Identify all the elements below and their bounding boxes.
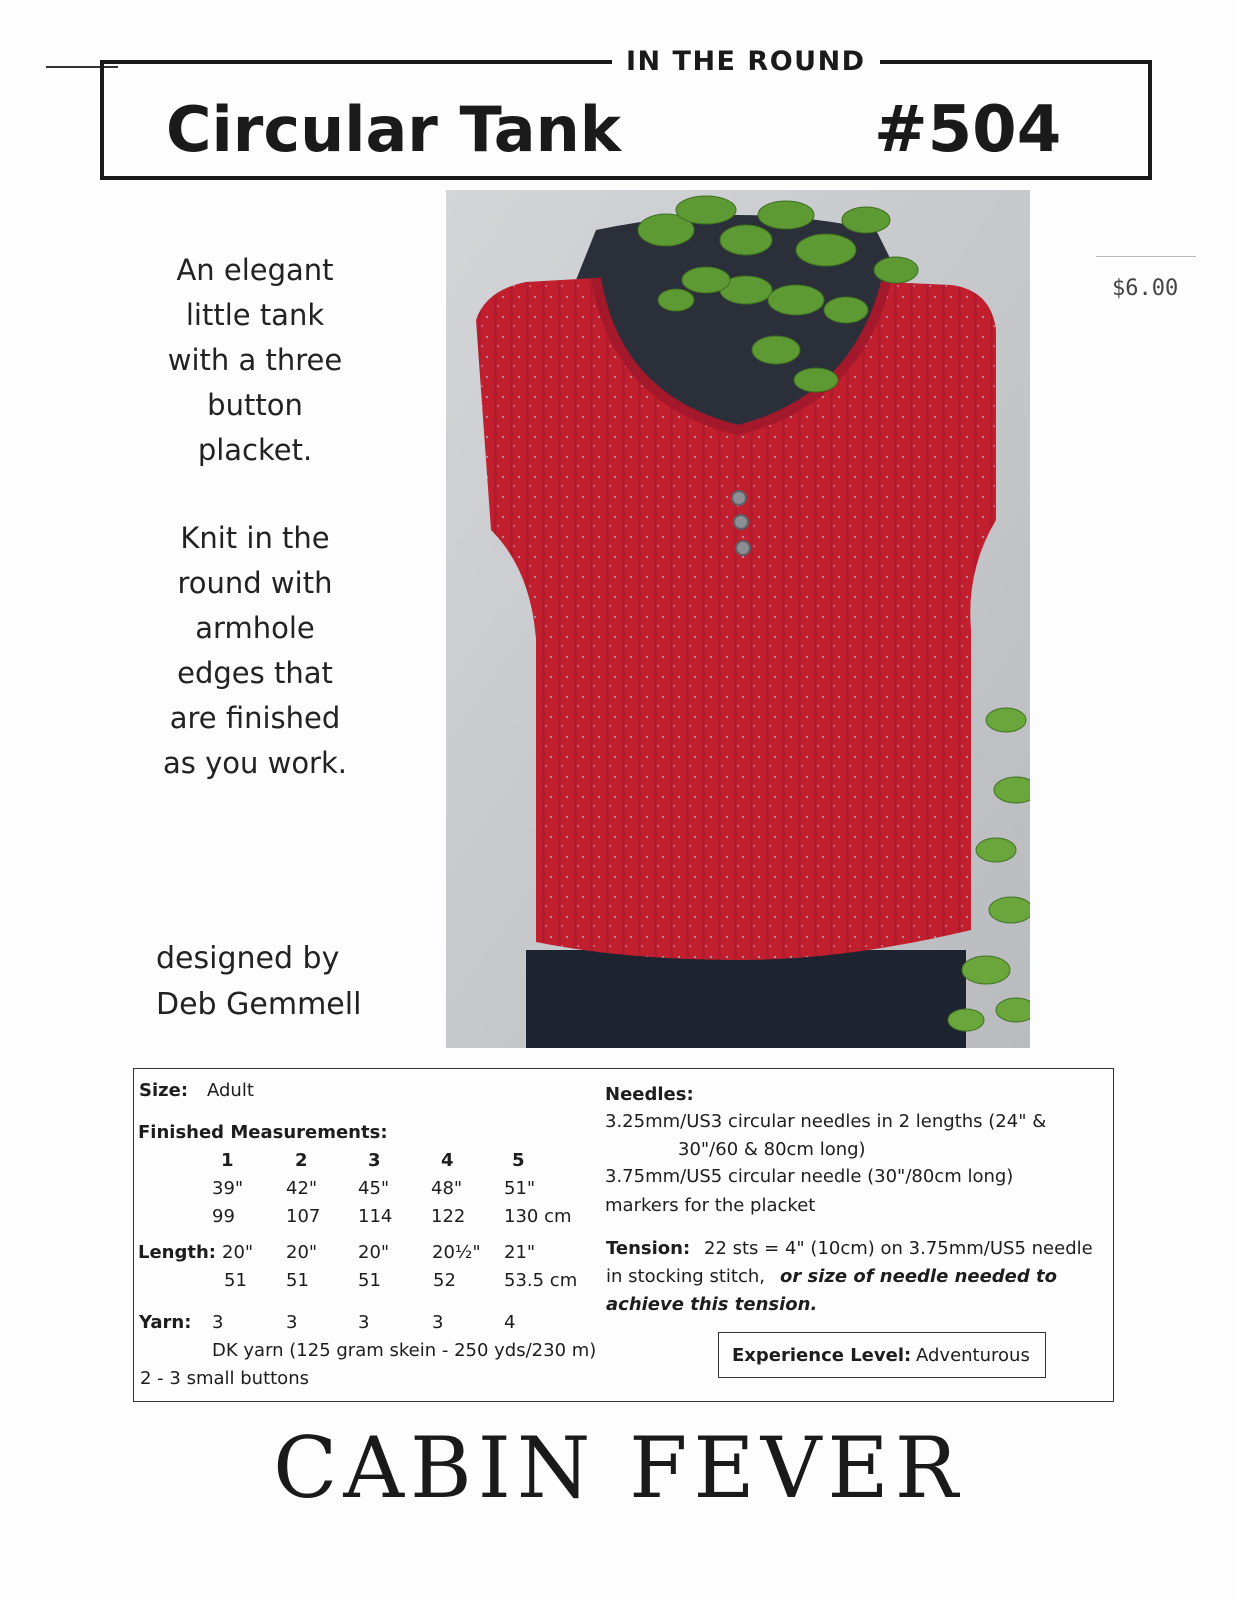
placket-button xyxy=(736,541,750,555)
description-paragraph-2 xyxy=(130,516,380,786)
tension-label: Tension: xyxy=(606,1238,691,1259)
needles-label: Needles: xyxy=(605,1084,694,1105)
size-value: Adult xyxy=(207,1080,254,1101)
yarn-count: 3 xyxy=(358,1312,370,1333)
length-label: Length: xyxy=(138,1242,216,1263)
size-label: Size: xyxy=(139,1080,189,1101)
length-measurement-cm: 51 xyxy=(286,1270,309,1291)
needles-line: 3.25mm/US3 circular needles in 2 lengths (24" & xyxy=(605,1111,1047,1132)
chest-measurement-cm: 130 cm xyxy=(504,1206,572,1227)
length-measurement-in: 20½" xyxy=(432,1242,481,1263)
description-line: round with xyxy=(177,566,333,600)
length-measurement-in: 21" xyxy=(504,1242,536,1263)
description-line: placket. xyxy=(197,433,313,467)
section-label: IN THE ROUND xyxy=(612,44,880,80)
description-line: are finished xyxy=(169,701,341,735)
tension-emphasis: achieve this tension. xyxy=(606,1294,818,1315)
chest-measurement-in: 42" xyxy=(286,1178,318,1199)
length-measurement-in: 20" xyxy=(222,1242,254,1263)
yarn-count: 3 xyxy=(212,1312,224,1333)
pants-shape xyxy=(526,950,966,1048)
chest-measurement-cm: 122 xyxy=(431,1206,466,1227)
length-measurement-cm: 51 xyxy=(224,1270,247,1291)
chest-measurement-in: 45" xyxy=(358,1178,390,1199)
size-number: 5 xyxy=(512,1150,525,1171)
garment-photo xyxy=(446,190,1030,1048)
chest-measurement-cm: 99 xyxy=(212,1206,235,1227)
tension-emphasis: or size of needle needed to xyxy=(780,1266,1058,1287)
needles-line: 30"/60 & 80cm long) xyxy=(678,1139,866,1160)
designer-credit xyxy=(156,936,361,1028)
chest-measurement-cm: 107 xyxy=(286,1206,321,1227)
experience-label: Experience Level: xyxy=(732,1345,912,1366)
description-line: An elegant xyxy=(176,253,334,287)
chest-measurement-cm: 114 xyxy=(358,1206,393,1227)
description-line: button xyxy=(207,388,303,422)
price-rule xyxy=(1096,256,1196,257)
placket-button xyxy=(732,491,746,505)
finished-measurements-label: Finished Measurements: xyxy=(138,1122,388,1143)
description-line: with a three xyxy=(167,343,343,377)
brand-logo: CABIN FEVER xyxy=(273,1419,964,1517)
pattern-number: #504 xyxy=(874,93,1062,167)
yarn-description: DK yarn (125 gram skein - 250 yds/230 m) xyxy=(212,1340,597,1361)
needles-line: markers for the placket xyxy=(605,1195,816,1216)
length-measurement-cm: 52 xyxy=(433,1270,456,1291)
description-line: edges that xyxy=(177,656,333,690)
size-number: 3 xyxy=(368,1150,381,1171)
description-paragraph-1 xyxy=(130,248,380,473)
pattern-title: Circular Tank xyxy=(166,93,621,166)
designer-line: designed by xyxy=(156,941,340,976)
experience-value: Adventurous xyxy=(916,1345,1030,1366)
price: $6.00 xyxy=(1112,276,1179,301)
chest-measurement-in: 48" xyxy=(431,1178,463,1199)
placket-button xyxy=(734,515,748,529)
description-line: Knit in the xyxy=(180,521,330,555)
description-line: little tank xyxy=(185,298,325,332)
size-number: 2 xyxy=(295,1150,308,1171)
length-measurement-cm: 51 xyxy=(358,1270,381,1291)
needles-line: 3.75mm/US5 circular needle (30"/80cm long) xyxy=(605,1166,1014,1187)
description-line: as you work. xyxy=(163,746,347,780)
tension-line: in stocking stitch, xyxy=(606,1266,765,1287)
designer-name: Deb Gemmell xyxy=(156,987,362,1022)
yarn-count: 4 xyxy=(504,1312,516,1333)
description-line: armhole xyxy=(195,611,315,645)
yarn-count: 3 xyxy=(432,1312,444,1333)
yarn-label: Yarn: xyxy=(139,1312,192,1333)
size-number: 4 xyxy=(441,1150,454,1171)
size-number: 1 xyxy=(221,1150,234,1171)
length-measurement-in: 20" xyxy=(358,1242,390,1263)
tension-line: 22 sts = 4" (10cm) on 3.75mm/US5 needle xyxy=(704,1238,1093,1259)
chest-measurement-in: 51" xyxy=(504,1178,536,1199)
chest-measurement-in: 39" xyxy=(212,1178,244,1199)
length-measurement-cm: 53.5 cm xyxy=(504,1270,578,1291)
buttons-requirement: 2 - 3 small buttons xyxy=(140,1368,309,1389)
yarn-count: 3 xyxy=(286,1312,298,1333)
length-measurement-in: 20" xyxy=(286,1242,318,1263)
